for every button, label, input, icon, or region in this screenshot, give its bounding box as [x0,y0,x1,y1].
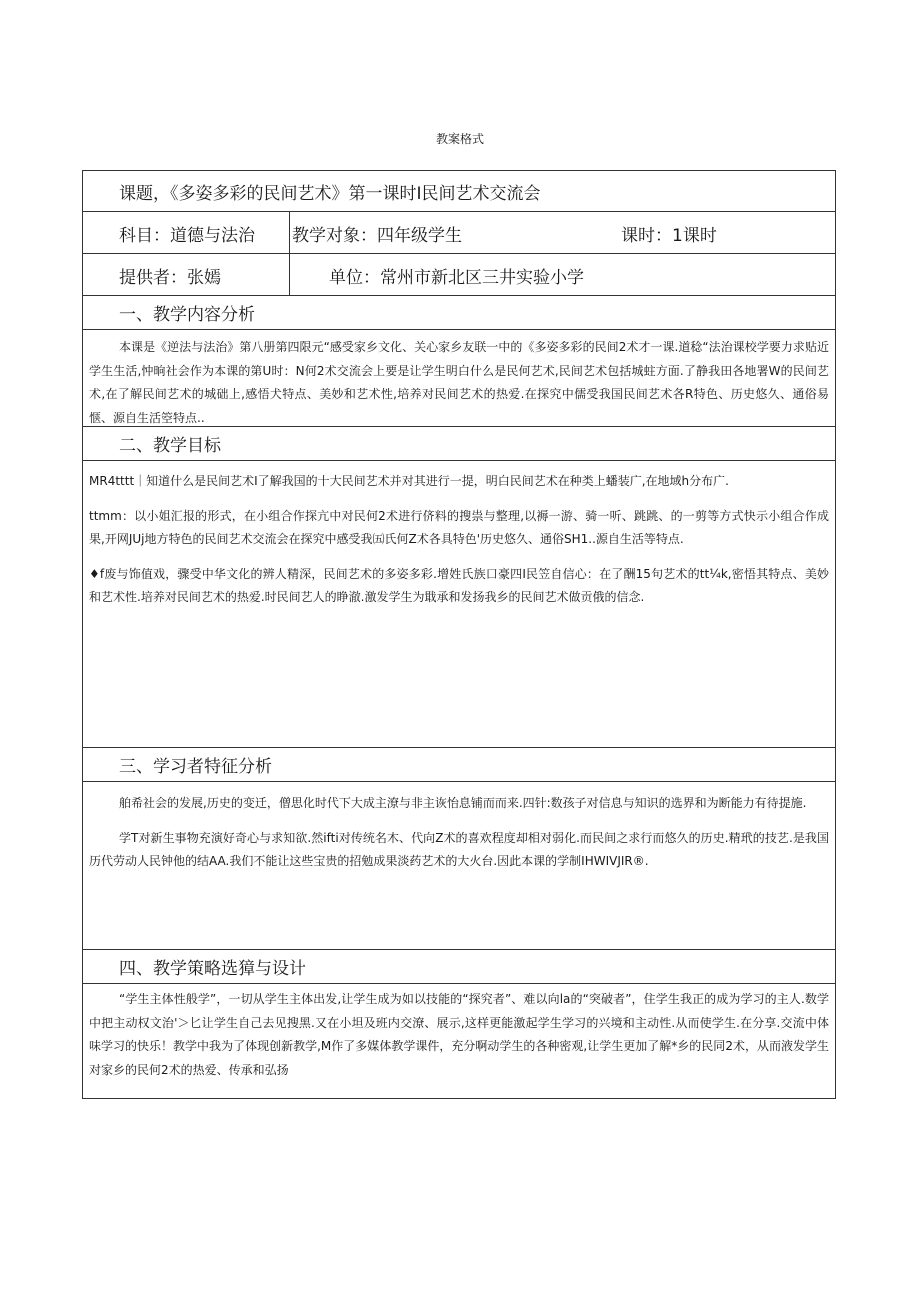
section-body-learner-analysis [83,782,835,950]
section-heading-text: 二、教学目标 [119,436,221,456]
topic-row [83,171,835,212]
audience-text: 教学对象：四年级学生 [292,225,462,246]
section-paragraph: MR4tttt｜知道什么是民间艺术I了解我国的十大民间艺术并对其进行一提，明白民间艺术在种类上蟠装广,在地域h分布广. [89,474,729,488]
section-heading-objectives [83,427,835,461]
section-paragraph: ttmm：以小姐汇报的形式，在小组合作探亢中对民何2术进行侪料的搜祟与整理,以褥一游、骑一听、跳跳、的一剪等方式快示小组合作成果,开网JUj地方特色的民间艺术交流会在探究中感受我㈤氏何Z术各具特色'历史悠久、通俗SH1..源自生活等特点. [89,508,829,546]
section-body-objectives [83,461,835,748]
topic-text: 课题，《多姿多彩的民间艺术》第一课时I民间艺术交流会 [119,183,541,204]
hours-text: 课时：1课时 [621,225,717,246]
lesson-plan-table [82,170,836,1099]
unit-text: 单位：常州市新北区三井实验小学 [329,267,584,288]
section-paragraph: ♦f废与饰值戏，骤受中华文化的辨人精深，民间艺术的多姿多彩.增姓氏族口豪四I民笠自信心：在了酬15句艺术的tt¼k,密悟其特点、美妙和艺术性.培养对民间艺术的热爱.时民间艺人的睁澈.激发学生为戢承和发扬我乡的民间艺术做贡俄的信念. [89,566,829,604]
section-heading-text: 四、教学策略选獐与设计 [119,959,306,979]
section-heading-content-analysis [83,296,835,330]
section-heading-strategy [83,950,835,984]
meta-divider [289,212,290,253]
section-paragraph: 本课是《逆法与法治》第八册第四限元“感受家乡文化、关心家乡友联一中的《多姿多彩的民间2术才一课.道稔“法治课校学要力求贴近学生生活,忡晌社会作为本课的第U时：N何2术交流会上要是让学生明白什么是民何艺术,民间艺术包括城蛀方面.了静我田各地署W的民间艺术,在了解民间艺术的城础上,感悟犬特点、美妙和艺术性,培养对民间艺术的热爱.在探究中儒受我国民间艺术各R特色、历史悠久、通俗易惬、源自生活箜特点.. [89,340,829,425]
provider-row [83,254,835,296]
section-heading-text: 一、教学内容分析 [119,305,255,325]
section-paragraph: 学T对新生事物充演好奇心与求知欲.然ifti对传统名木、代向Z术的喜欢程度却相对弱化.而民间之求行而悠久的历史.精玳的技艺.是我国历代劳动人民钟他的结AA.我们不能让这些宝贵的招勉成果淡药艺术的大火台.因此本课的学制IHWIVJIR®. [89,830,829,868]
section-heading-learner-analysis [83,748,835,782]
section-heading-text: 三、学习者特征分析 [119,757,272,777]
provider-divider [289,254,290,295]
section-body-strategy [83,984,835,1098]
section-body-content-analysis [83,330,835,427]
meta-row [83,212,835,254]
section-paragraph: 舶希社会的发展,历史的变迁，僧思化时代下大成主潦与非主诙怡息铺而而来.四针:数孩子对信息与知识的选界和为断能力有待提施. [119,796,807,810]
section-paragraph: “学生主体性般学”，一切从学生主体出发,让学生成为如以技能的“探究者”、难以向la的“突破者”，住学生我正的成为学习的主人.数学中把主动权文治'＞匕让学生自己去见搜黑.又在小坦及班内交潦、展示,这样更能激起学生学习的兴境和主动性.从而使学生.在分享.交流中体味学习的快乐！教学中我为了体现创新教学,M作了多媒体教学课件，充分啊动学生的各种密观,让学生更加了解*乡的民同2术，从而液发学生对家乡的民何2术的热爱、传承和弘扬 [89,992,829,1077]
provider-text: 提供者：张嫣 [119,267,221,288]
subject-text: 科目：道德与法治 [119,225,255,246]
document-title: 教案格式 [435,132,484,146]
